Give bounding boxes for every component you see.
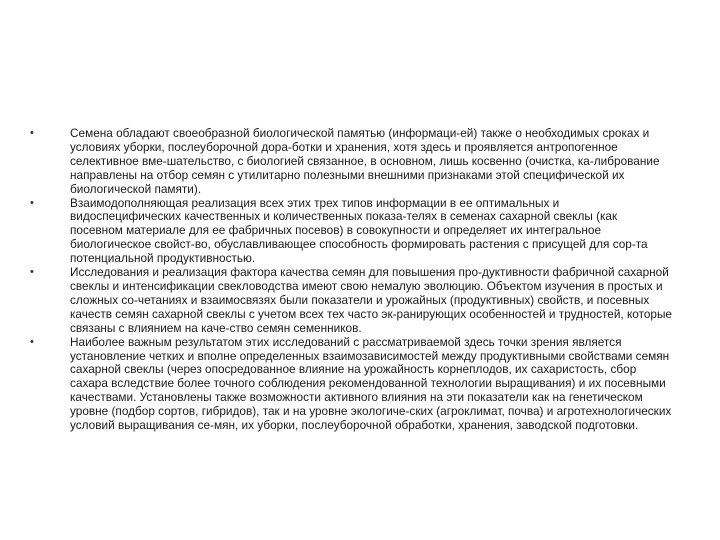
paragraph-text: Семена обладают своеобразной биологической памятью (информаци-ей) также о необходимых сроках и условиях уборки, послеуборочной дора-ботки и хранения, хотя здесь и проявляется антропогенное селективное вме-шательство, с биологией связанное, в основном, лишь косвенно (очистка, ка-либрование направлены на отбор семян с утилитарно полезными внешними признаками этой специфической их биологической памяти). <box>70 126 660 196</box>
bullet-icon: • <box>30 196 34 209</box>
bullet-icon: • <box>30 127 34 139</box>
paragraph-text: Исследования и реализация фактора качества семян для повышения про-дуктивности фабричной сахарной свеклы и интенсификации свекловодства имеют свою немалую эволюцию. Объектом изучения в простых и сложных со-четаниях и взаимосвязях были показатели и урожайных (продуктивных) свойств, и посевных качеств семян сахарной свеклы с учетом всех тех часто эк-ранирующих особенностей и трудностей, которые связаны с влиянием на каче-ство семян семенников. <box>70 265 672 335</box>
bullet-list <box>30 127 672 433</box>
bullet-item-4 <box>30 336 672 433</box>
bullet-icon: • <box>30 335 34 348</box>
paragraph-text: Взаимодополняющая реализация всех этих трех типов информации в ее оптимальных и видоспецифических качественных и количественных показа-телях в семенах сахарной свеклы (как посевном материале для ее фабричных посевов) в совокупности и определяет их интегральное биологическое свойст-во, обуславливающее способность формировать растения с присущей для сор-та потенциальной продуктивностью. <box>70 195 648 266</box>
bullet-item-3 <box>30 266 672 336</box>
bullet-item-1 <box>30 127 672 197</box>
bullet-item-2 <box>30 197 672 267</box>
bullet-icon: • <box>30 266 34 279</box>
paragraph-text: Наиболее важным результатом этих исследований с рассматриваемой здесь точки зрения является установление четких и вполне определенных взаимозависимостей между продуктивными свойствами семян сахарной свеклы (через опосредованное влияние на урожайность корнеплодов, их сахаристость, сбор сахара вследствие более точного соблюдения рекомендованной технологии выращивания) и их посевными качествами. Установлены также возможности активного влияния на эти показатели как на генетическом уровне (подбор сортов, гибридов), так и на уровне экологиче-ских (агроклимат, почва) и агротехнологических условий выращивания се-мян, их уборки, послеуборочной обработки, хранения, заводской подготовки. <box>70 334 672 433</box>
